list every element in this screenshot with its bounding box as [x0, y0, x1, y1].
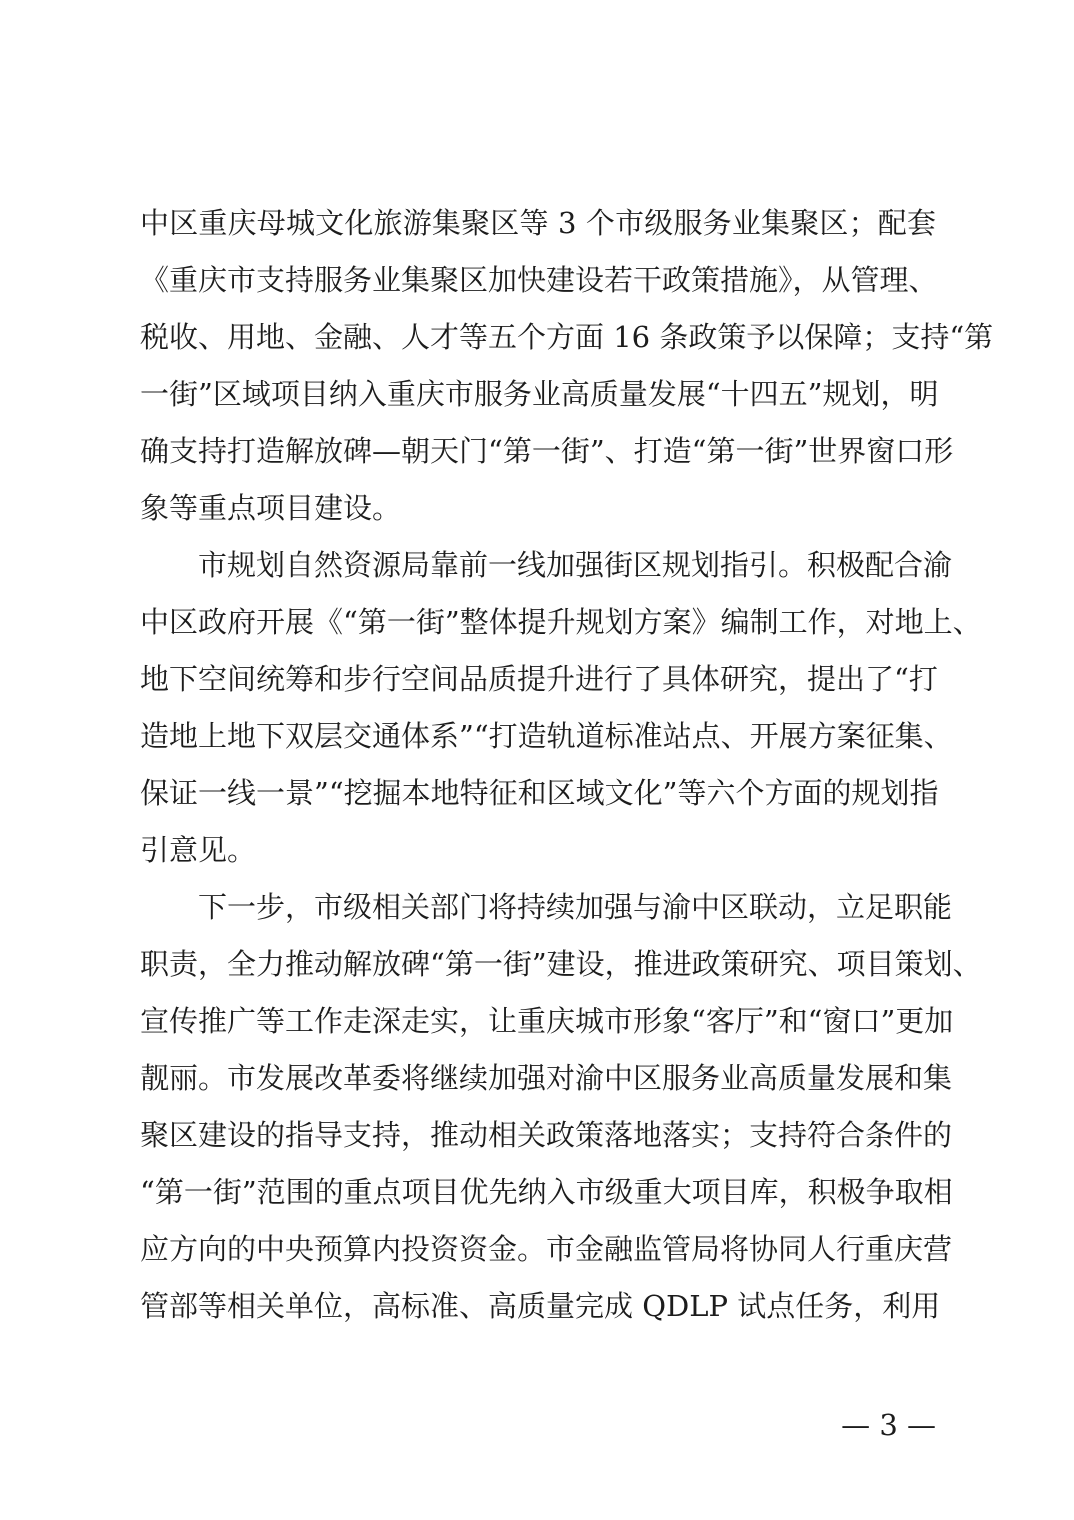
paragraph-3-line-1: 下一步，市级相关部门将持续加强与渝中区联动，立足职能: [198, 890, 953, 924]
page-number: — 3 —: [841, 1408, 936, 1442]
paragraph-1-line-2: 《重庆市支持服务业集聚区加快建设若干政策措施》，从管理、: [140, 263, 938, 297]
paragraph-3-line-4: 靓丽。市发展改革委将继续加强对渝中区服务业高质量发展和集: [140, 1061, 953, 1095]
paragraph-2-line-5: 保证一线一景”“挖掘本地特征和区域文化”等六个方面的规划指: [140, 776, 939, 810]
paragraph-1-line-5: 确支持打造解放碑—朝天门“第一街”、打造“第一街”世界窗口形: [140, 434, 954, 468]
paragraph-2-line-3: 地下空间统筹和步行空间品质提升进行了具体研究，提出了“打: [140, 662, 938, 696]
paragraph-2-line-6: 引意见。: [140, 833, 257, 867]
paragraph-2-line-4: 造地上地下双层交通体系”“打造轨道标准站点、开展方案征集、: [140, 719, 953, 753]
paragraph-3-line-2: 职责，全力推动解放碑“第一街”建设，推进政策研究、项目策划、: [140, 947, 982, 981]
paragraph-1-line-6: 象等重点项目建设。: [140, 491, 402, 525]
paragraph-3-line-7: 应方向的中央预算内投资资金。市金融监管局将协同人行重庆营: [140, 1232, 953, 1266]
paragraph-3-line-8: 管部等相关单位，高标准、高质量完成 QDLP 试点任务，利用: [140, 1289, 941, 1323]
paragraph-1-line-4: 一街”区域项目纳入重庆市服务业高质量发展“十四五”规划，明: [140, 377, 939, 411]
paragraph-3-line-3: 宣传推广等工作走深走实，让重庆城市形象“客厅”和“窗口”更加: [140, 1004, 954, 1038]
paragraph-1-line-1: 中区重庆母城文化旅游集聚区等 3 个市级服务业集聚区；配套: [140, 206, 936, 240]
paragraph-3-line-6: “第一街”范围的重点项目优先纳入市级重大项目库，积极争取相: [140, 1175, 953, 1209]
paragraph-1-line-3: 税收、用地、金融、人才等五个方面 16 条政策予以保障；支持“第: [140, 320, 994, 354]
paragraph-2-line-2: 中区政府开展《“第一街”整体提升规划方案》编制工作，对地上、: [140, 605, 982, 639]
paragraph-3-line-5: 聚区建设的指导支持，推动相关政策落地落实；支持符合条件的: [140, 1118, 953, 1152]
paragraph-2-line-1: 市规划自然资源局靠前一线加强街区规划指引。积极配合渝: [198, 548, 953, 582]
